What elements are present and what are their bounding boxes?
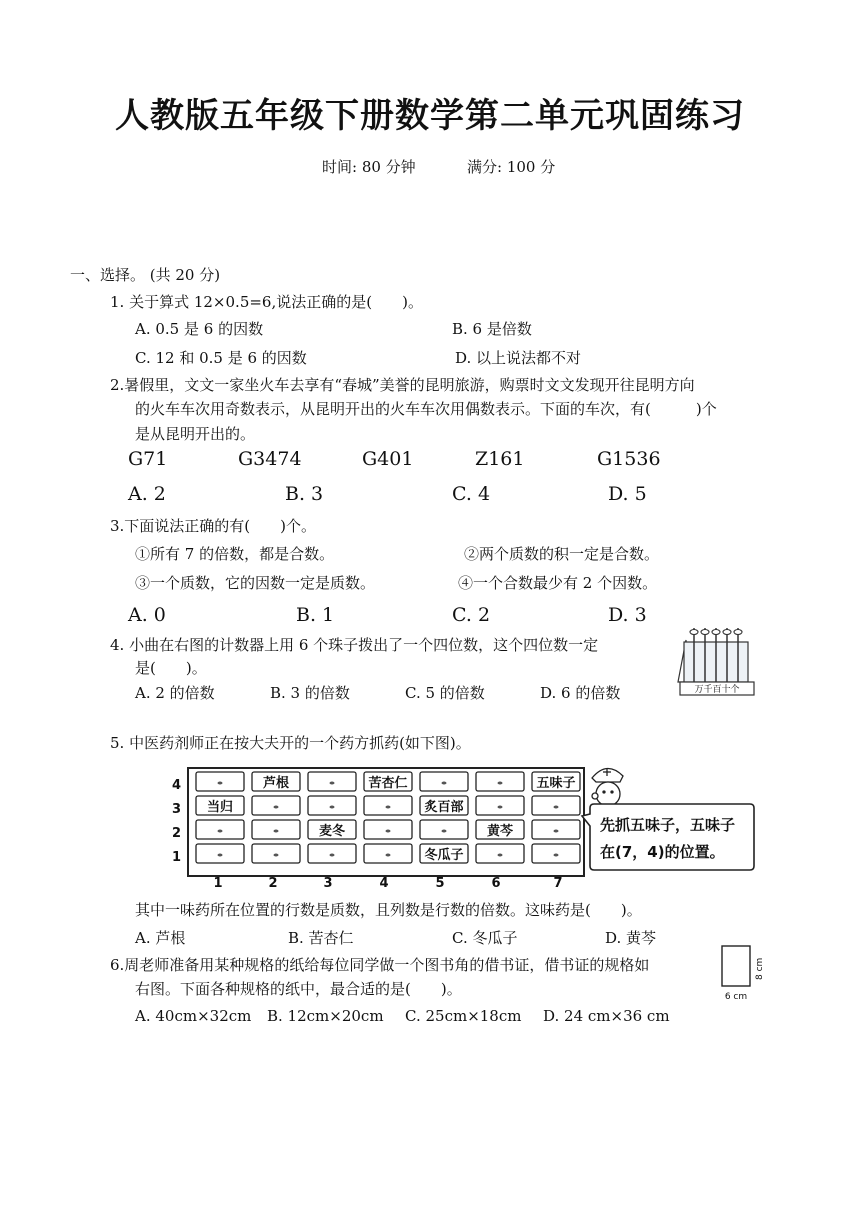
drawer-knob — [386, 854, 391, 857]
exam-time: 时间: 80 分钟 — [322, 158, 416, 176]
drawer-knob — [498, 782, 503, 785]
card-width-label: 6 cm — [724, 992, 748, 1002]
bubble-text-line2: 在(7，4)的位置。 — [600, 843, 725, 861]
row-label: 3 — [172, 802, 182, 817]
train-number: Z161 — [475, 448, 525, 470]
drawer-medicine-label: 苦杏仁 — [368, 776, 408, 791]
q5-option-c: C. 冬瓜子 — [452, 929, 518, 947]
q5-option-b: B. 苦杏仁 — [288, 929, 354, 947]
q4-stem-line1: 4. 小曲在右图的计数器上用 6 个珠子拨出了一个四位数，这个四位数一定 — [110, 636, 599, 654]
medicine-cabinet-figure — [160, 756, 760, 896]
q3-option-d: D. 3 — [608, 604, 647, 626]
drawer-knob — [386, 830, 391, 833]
drawer-medicine-label: 麦冬 — [318, 824, 346, 839]
q2-stem-line1: 2.暑假里，文文一家坐火车去享有“春城”美誉的昆明旅游，购票时文文发现开往昆明方向 — [110, 376, 695, 394]
column-label: 1 — [213, 876, 223, 891]
drawer-knob — [554, 830, 559, 833]
q6-option-c: C. 25cm×18cm — [405, 1007, 522, 1025]
drawer-knob — [218, 830, 223, 833]
row-label: 2 — [172, 826, 182, 841]
q3-statement-4: ④一个合数最少有 2 个因数。 — [458, 574, 658, 592]
drawer-medicine-label: 炙百部 — [424, 800, 464, 815]
drawer-medicine-label: 黄芩 — [486, 824, 514, 839]
q1-option-c: C. 12 和 0.5 是 6 的因数 — [135, 349, 307, 367]
column-label: 2 — [268, 876, 278, 891]
drawer-knob — [554, 854, 559, 857]
column-label: 7 — [553, 876, 563, 891]
q5-question: 其中一味药所在位置的行数是质数，且列数是行数的倍数。这味药是( )。 — [135, 901, 642, 919]
train-number: G1536 — [597, 448, 661, 470]
q3-option-c: C. 2 — [452, 604, 491, 626]
row-label: 4 — [172, 778, 182, 793]
abacus-illustration — [674, 620, 764, 702]
q2-option-a: A. 2 — [128, 483, 166, 505]
q3-option-a: A. 0 — [128, 604, 166, 626]
q5-stem: 5. 中医药剂师正在按大夫开的一个药方抓药(如下图)。 — [110, 734, 471, 752]
drawer-knob — [498, 806, 503, 809]
q4-stem-line2: 是( )。 — [135, 659, 207, 677]
drawer-knob — [386, 806, 391, 809]
drawer-knob — [330, 854, 335, 857]
q3-statement-2: ②两个质数的积一定是合数。 — [464, 545, 660, 563]
q6-stem-line1: 6.周老师准备用某种规格的纸给每位同学做一个图书角的借书证，借书证的规格如 — [110, 956, 650, 974]
q2-stem-line2: 的火车车次用奇数表示，从昆明开出的火车车次用偶数表示。下面的车次，有( )个 — [135, 400, 717, 418]
q6-option-d: D. 24 cm×36 cm — [543, 1007, 670, 1025]
train-number: G71 — [128, 448, 168, 470]
library-card-diagram — [716, 942, 766, 1004]
q1-option-b: B. 6 是倍数 — [452, 320, 532, 338]
q4-option-d: D. 6 的倍数 — [540, 684, 621, 702]
drawer-medicine-label: 芦根 — [262, 776, 290, 791]
q5-option-a: A. 芦根 — [135, 929, 186, 947]
section-heading: 一、选择。 (共 20 分) — [70, 266, 221, 284]
library-card-rect — [722, 946, 750, 986]
q3-statement-1: ①所有 7 的倍数，都是合数。 — [135, 545, 335, 563]
abacus-label: 万千百十个 — [694, 685, 740, 695]
q4-option-b: B. 3 的倍数 — [270, 684, 350, 702]
q6-option-a: A. 40cm×32cm — [135, 1007, 252, 1025]
drawer-knob — [330, 806, 335, 809]
bubble-text-line1: 先抓五味子，五味子 — [600, 816, 736, 834]
drawer-knob — [442, 782, 447, 785]
train-number: G401 — [362, 448, 414, 470]
column-label: 6 — [491, 876, 501, 891]
q4-option-a: A. 2 的倍数 — [135, 684, 215, 702]
q6-stem-line2: 右图。下面各种规格的纸中，最合适的是( )。 — [135, 980, 462, 998]
drawer-knob — [330, 782, 335, 785]
drawer-knob — [442, 830, 447, 833]
q1-option-a: A. 0.5 是 6 的因数 — [135, 320, 264, 338]
drawer-knob — [274, 830, 279, 833]
row-label: 1 — [172, 850, 182, 865]
q2-stem-line3: 是从昆明开出的。 — [135, 425, 256, 443]
q5-option-d: D. 黄芩 — [605, 929, 657, 947]
train-number: G3474 — [238, 448, 302, 470]
column-label: 3 — [323, 876, 333, 891]
column-label: 5 — [435, 876, 445, 891]
drawer-knob — [498, 854, 503, 857]
q4-option-c: C. 5 的倍数 — [405, 684, 485, 702]
q2-option-b: B. 3 — [285, 483, 324, 505]
q3-stem: 3.下面说法正确的有( )个。 — [110, 517, 317, 535]
q6-option-b: B. 12cm×20cm — [267, 1007, 384, 1025]
drawer-medicine-label: 当归 — [206, 800, 234, 815]
drawer-knob — [218, 782, 223, 785]
drawer-knob — [218, 854, 223, 857]
drawer-medicine-label: 冬瓜子 — [424, 848, 464, 863]
q1-option-d: D. 以上说法都不对 — [455, 349, 582, 367]
drawer-knob — [274, 854, 279, 857]
drawer-medicine-label: 五味子 — [536, 776, 576, 791]
q3-option-b: B. 1 — [296, 604, 335, 626]
column-label: 4 — [379, 876, 389, 891]
q2-option-c: C. 4 — [452, 483, 491, 505]
q3-statement-3: ③一个质数，它的因数一定是质数。 — [135, 574, 376, 592]
page-title: 人教版五年级下册数学第二单元巩固练习 — [115, 96, 745, 136]
q2-option-d: D. 5 — [608, 483, 647, 505]
exam-score: 满分: 100 分 — [467, 158, 556, 176]
drawer-knob — [554, 806, 559, 809]
card-height-label: 8 cm — [755, 957, 765, 980]
q1-stem: 1. 关于算式 12×0.5=6,说法正确的是( )。 — [110, 293, 423, 311]
drawer-knob — [274, 806, 279, 809]
